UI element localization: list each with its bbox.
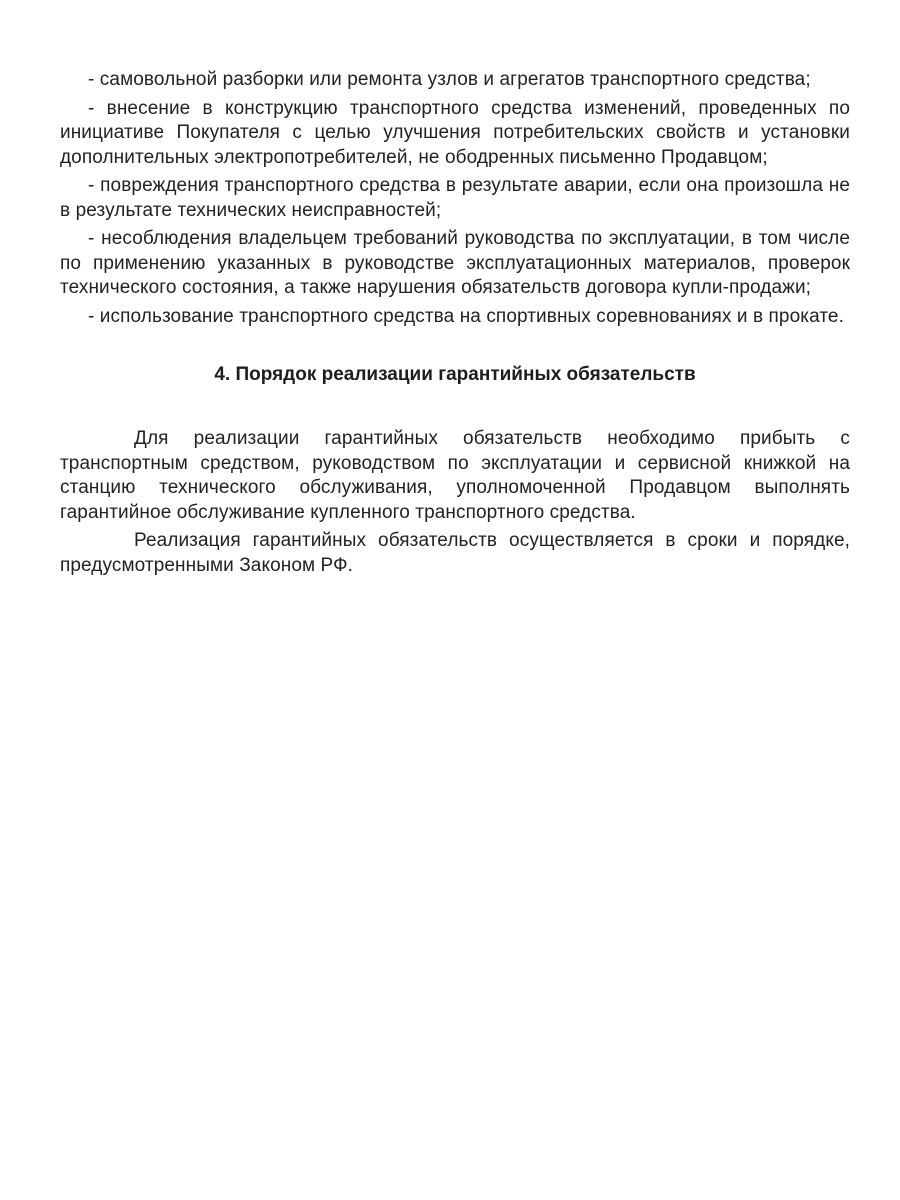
section-body: [60, 427, 850, 578]
exclusion-item-manual-noncompliance: - несоблюдения владельцем требований руководства по эксплуатации, в том числе по применению указанных в руководстве эксплуатационных материалов, проверок технического состояния, а также нарушения обязательств договора купли-продажи;: [60, 228, 850, 298]
exclusion-item-sports-rental: - использование транспортного средства на спортивных соревнованиях и в прокате.: [88, 305, 844, 327]
section-paragraph: Для реализации гарантийных обязательств необходимо прибыть с транспортным средством, руководством по эксплуатации и сервисной книжкой на станцию технического обслуживания, уполномоченной Продавцом выполнять гарантийное обслуживание купленного транспортного средства.: [60, 428, 850, 523]
exclusion-item-accident-damage: - повреждения транспортного средства в результате аварии, если она произошла не в результате технических неисправностей;: [60, 175, 850, 221]
exclusion-item-design-changes: - внесение в конструкцию транспортного средства изменений, проведенных по инициативе Покупателя с целью улучшения потребительских свойств и установки дополнительных электропотребителей, не ободренных письменно Продавцом;: [60, 97, 850, 168]
exclusion-item-disassembly: - самовольной разборки или ремонта узлов и агрегатов транспортного средства;: [88, 69, 811, 90]
section-paragraph: Реализация гарантийных обязательств осуществляется в сроки и порядке, предусмотренными Законом РФ.: [60, 530, 850, 576]
warranty-exclusion-list: [60, 68, 850, 329]
section-heading: 4. Порядок реализации гарантийных обязательств: [214, 364, 696, 385]
document-page: [60, 68, 850, 582]
